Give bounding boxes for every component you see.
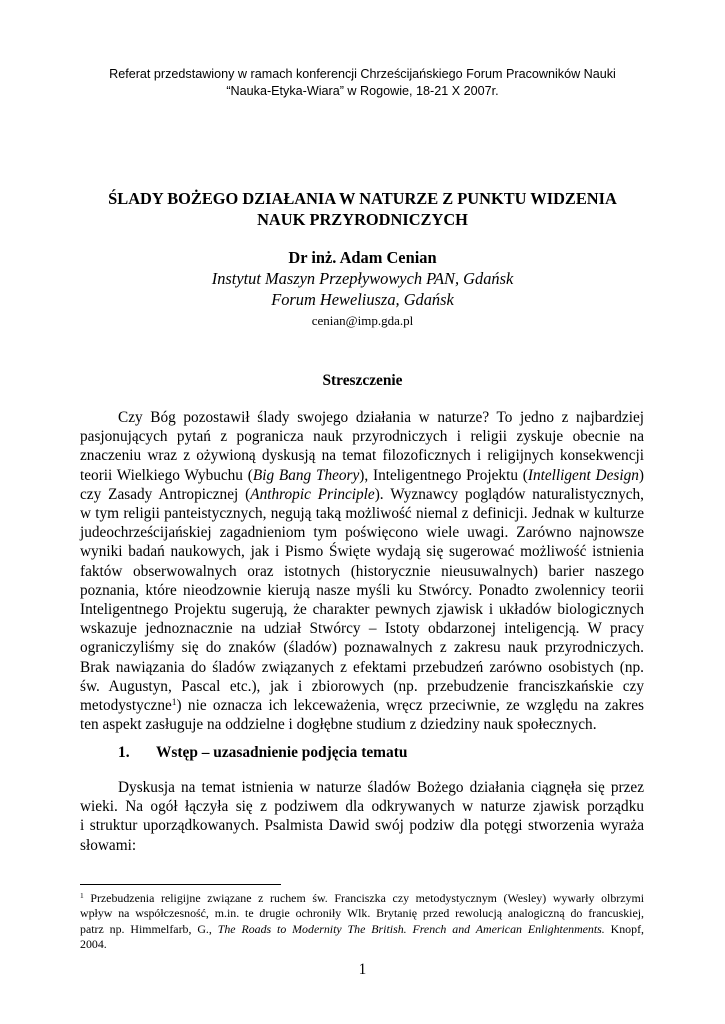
footnote-line (80, 922, 644, 937)
abstract-line (80, 466, 644, 485)
conference-header (60, 66, 665, 100)
abstract-line (80, 696, 644, 715)
abstract-line: pasjonujących pytań z pogranicza nauk przyrodniczych i religii zyskuje obecnie na (80, 428, 644, 446)
body-line: słowami: (80, 836, 137, 854)
paper-title-line: ŚLADY BOŻEGO DZIAŁANIA W NATURZE Z PUNKTU WIDZENIA (108, 189, 617, 208)
abstract-line: ten aspekt zasługuje na oddzielne i dogłębne studium z dziedziny nauk społecznych. (80, 716, 597, 734)
body-line: wieki. Na ogół łączyła się z podziwem dla odkrywanych w naturze zjawisk porządku (80, 798, 644, 816)
footnote-book-title: The Roads to Modernity The British. French and American Enlightenments. (217, 921, 605, 936)
abstract-term: Anthropic Principle (250, 485, 375, 503)
abstract-heading: Streszczenie (322, 372, 403, 389)
author-email: cenian@imp.gda.pl (311, 313, 414, 328)
footnote-line (80, 891, 644, 906)
paper-title (60, 188, 665, 230)
section-title: Wstęp – uzasadnienie podjęcia tematu (156, 744, 408, 761)
footnote-text: Przebudzenia religijne związane z ruchem św. Franciszka czy metodystycznym (Wesley) wywarły olbrzymi (83, 891, 644, 905)
abstract-text: ) nie oznacza ich lekceważenia, wręcz przeciwnie, ze względu na zakres (176, 697, 644, 715)
section-number: 1. (118, 744, 130, 761)
author-name: Dr inż. Adam Cenian (288, 248, 437, 267)
abstract-line: w tym religii panteistycznych, negują taką możliwość niemal z definicji. Jednak w kulturze (80, 505, 644, 523)
abstract-line: wyniki badań naukowych, jak i Pismo Święte wydają się sugerować możliwość istnienia (80, 543, 644, 561)
abstract-text: czy Zasady Antropicznej ( (80, 485, 251, 503)
body-line: i struktur uporządkowanych. Psalmista Dawid swój podziw dla potęgi stworzenia wyraża (80, 817, 644, 835)
abstract-term: Intelligent Design (527, 466, 639, 484)
footnote-separator (80, 884, 281, 885)
abstract-line: znaczeniu wraz z ożywioną dyskusją na temat filozoficznych i religijnych konsekwencji (80, 447, 644, 465)
footnote-line: 2004. (80, 937, 107, 952)
page-number: 1 (358, 961, 367, 978)
abstract-line: ograniczyliśmy się do znaków (śladów) poznawalnych z zakresu nauk przyrodniczych. (80, 639, 644, 657)
footnote (80, 891, 644, 953)
abstract-paragraph (80, 408, 644, 734)
footnote-reference[interactable]: 1 (171, 697, 177, 708)
abstract-line: Czy Bóg pozostawił ślady swojego działania w naturze? To jedno z najbardziej (118, 409, 644, 426)
abstract-term: Big Bang Theory (252, 466, 360, 484)
abstract-text: ) (638, 466, 644, 484)
footnote-text: patrz np. Himmelfarb, G., (80, 921, 218, 936)
body-line: Dyskusja na temat istnienia w naturze śladów Bożego działania ciągnęła się przez (118, 779, 644, 796)
section-paragraph (80, 778, 644, 855)
section-heading (118, 744, 407, 762)
abstract-line: wskazuje jednoznacznie na udział Stwórcy – Istoty obdarzonej inteligencją. W pracy (80, 620, 644, 638)
footnote-text: Knopf, (604, 921, 645, 936)
abstract-line: poznania, które nieodzownie kierują nasze myśli ku Stwórcy. Ponadto zwolennicy teorii (80, 581, 644, 599)
abstract-line: Brak nawiązania do śladów związanych z efektami przebudzeń zarówno osobistych (np. (80, 658, 644, 676)
author-affiliation: Forum Heweliusza, Gdańsk (271, 290, 454, 309)
paper-title-line: NAUK PRZYRODNICZYCH (257, 210, 468, 229)
abstract-line: judeochrześcijańskiej zagadnieniom tym poświęcono wiele uwagi. Zarówno najnowsze (80, 524, 644, 542)
footnote-mark: 1 (80, 890, 84, 900)
abstract-text: ), Inteligentnego Projektu ( (359, 466, 528, 484)
footnote-line: wpływ na współczesność, m.in. te drugie ochroniły Wlk. Brytanię przed rewolucją analogiczną do francuskiej, (80, 906, 644, 921)
abstract-text: ). Wyznawcy poglądów naturalistycznych, (374, 485, 644, 503)
abstract-text: metodystyczne (80, 697, 172, 715)
conference-header-line: Referat przedstawiony w ramach konferencji Chrześcijańskiego Forum Pracowników Nauki (109, 67, 616, 81)
author-block (60, 247, 665, 330)
abstract-line: faktów obserwowalnych oraz istotnych (historycznie nieusuwalnych) barier naszego (80, 562, 644, 580)
abstract-line (80, 485, 644, 504)
abstract-text: teorii Wielkiego Wybuchu ( (80, 466, 253, 484)
abstract-line: św. Augustyn, Pascal etc.), jak i zbiorowych (np. przebudzenie franciszkańskie czy (80, 677, 644, 695)
abstract-line: Inteligentnego Projektu sugerują, że charakter pewnych zjawisk i układów biologicznych (80, 601, 644, 619)
conference-header-line: “Nauka-Etyka-Wiara” w Rogowie, 18-21 X 2007r. (226, 84, 499, 98)
author-affiliation: Instytut Maszyn Przepływowych PAN, Gdańsk (211, 269, 514, 288)
